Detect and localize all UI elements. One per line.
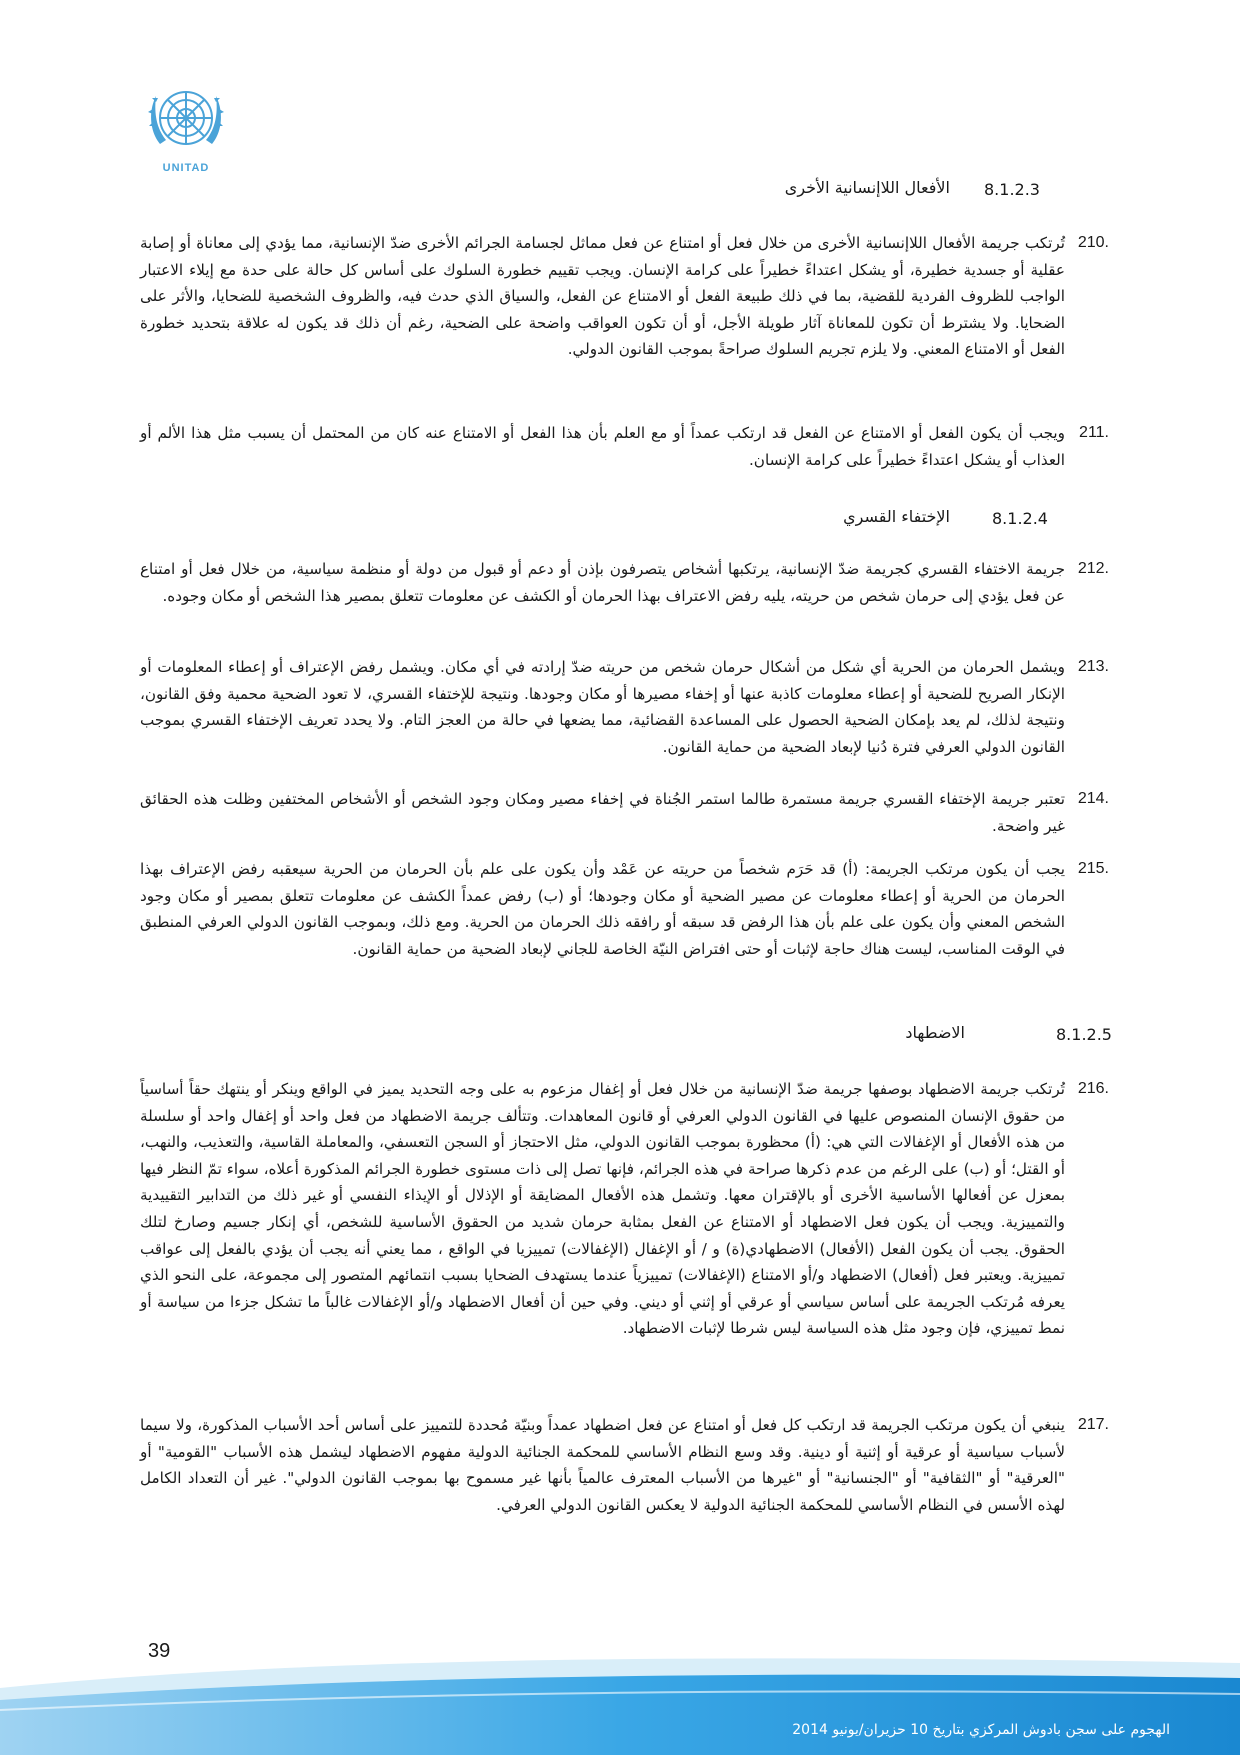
paragraph-212 [140, 556, 1109, 609]
un-emblem-icon [140, 72, 232, 164]
paragraph-214 [140, 786, 1109, 839]
paragraph-213 [140, 654, 1109, 760]
section-title: الإختفاء القسري [843, 507, 950, 526]
paragraph-number: 214. [1077, 790, 1109, 807]
section-number: 8.1.2.5 [1056, 1025, 1112, 1044]
footer-title: الهجوم على سجن بادوش المركزي بتاريخ 10 حزيران/يونيو 2014 [792, 1722, 1170, 1738]
paragraph-216 [140, 1076, 1109, 1342]
paragraph-text: يجب أن يكون مرتكب الجريمة: (أ) قد حَرَم شخصاً من حريته عن عَمْد وأن يكون على علم بأن الحرمان من الحرية سيعقبه رفض الإعتراف بهذا الحرمان من الحرية أو إعطاء معلومات عن مصير الضحية أو مكان وجودها؛ أو (ب) رفض عمداً الكشف عن معلومات تتعلق بمصير أو مكان وجود الشخص المعني وأن يكون على علم بأن هذا الرفض قد سبقه أو رافقه ذلك الحرمان من الحرية. ومع ذلك، وبموجب القانون الدولي العرفي المنطبق في الوقت المناسب، ليست هناك حاجة لإثبات أو حتى افتراض النيّة الخاصة للجاني لإبعاد الضحية من حماية القانون. [140, 860, 1065, 958]
paragraph-211 [140, 420, 1109, 473]
section-number: 8.1.2.4 [992, 509, 1048, 528]
paragraph-217 [140, 1412, 1109, 1518]
paragraph-text: تُرتكب جريمة الأفعال اللاإنسانية الأخرى من خلال فعل أو امتناع عن فعل مماثل لجسامة الجرائم الأخرى ضدّ الإنسانية، مما يؤدي إلى معاناة أو إصابة عقلية أو جسدية خطيرة، أو يشكل اعتداءً خطيراً على كرامة الإنسان. ويجب تقييم خطورة السلوك على أساس كل حالة على حدة مع إيلاء الاعتبار الواجب للظروف الفردية للقضية، بما في ذلك طبيعة الفعل أو الامتناع عن الفعل، والسياق الذي حدث فيه، والظروف الشخصية للضحايا، والأثر على الضحايا. ولا يشترط أن تكون للمعاناة آثار طويلة الأجل، أو أن تكون العواقب واضحة على الضحية، رغم أن ذلك قد يكون له علاقة بتحديد خطورة الفعل أو الامتناع المعني. ولا يلزم تجريم السلوك صراحةً بموجب القانون الدولي. [140, 234, 1065, 359]
paragraph-215 [140, 856, 1109, 962]
unitad-logo-text: UNITAD [162, 162, 210, 174]
paragraph-number: 213. [1077, 658, 1109, 675]
paragraph-text: ويشمل الحرمان من الحرية أي شكل من أشكال حرمان شخص من حريته ضدّ إرادته في أي مكان. ويشمل رفض الإعتراف أو إعطاء المعلومات أو الإنكار الصريح للضحية أو إعطاء معلومات كاذبة عنها أو إخفاء مصيرها أو مكان وجودها. ونتيجة للإختفاء القسري، لا تعود الضحية محمية وفق القانون، ونتيجة لذلك، لم يعد بإمكان الضحية الحصول على المساعدة القضائية، مما يضعها في حالة من العجز التام. ولا يحدد تعريف الإختفاء القسري بموجب القانون الدولي العرفي فترة دُنيا لإبعاد الضحية من حماية القانون. [140, 658, 1065, 756]
paragraph-210 [140, 230, 1109, 363]
section-title: الاضطهاد [905, 1023, 965, 1042]
section-number: 8.1.2.3 [984, 180, 1040, 199]
paragraph-number: 216. [1077, 1080, 1109, 1097]
paragraph-number: 212. [1077, 560, 1109, 577]
paragraph-number: 210. [1077, 234, 1109, 251]
paragraph-number: 211. [1079, 424, 1109, 441]
paragraph-number: 217. [1077, 1416, 1109, 1433]
paragraph-text: جريمة الاختفاء القسري كجريمة ضدّ الإنسانية، يرتكبها أشخاص يتصرفون بإذن أو دعم أو قبول من دولة أو منظمة سياسية، من خلال فعل أو امتناع عن فعل يؤدي إلى حرمان شخص من حريته، يليه رفض الاعتراف بهذا الحرمان أو الكشف عن معلومات تتعلق بمصير هذا الشخص أو مكان وجوده. [140, 560, 1065, 605]
section-title: الأفعال اللاإنسانية الأخرى [784, 178, 950, 197]
page-number: 39 [148, 1640, 171, 1662]
paragraph-number: 215. [1077, 860, 1109, 877]
paragraph-text: ويجب أن يكون الفعل أو الامتناع عن الفعل قد ارتكب عمداً أو مع العلم بأن هذا الفعل أو الامتناع عنه كان من المحتمل أن يسبب مثل هذا الألم أو العذاب أو يشكل اعتداءً خطيراً على كرامة الإنسان. [140, 424, 1065, 469]
paragraph-text: تُرتكب جريمة الاضطهاد بوصفها جريمة ضدّ الإنسانية من خلال فعل أو إغفال مزعوم به على وجه التحديد يميز في الواقع وينكر أو ينتهك حقاً أساسياً من حقوق الإنسان المنصوص عليها في القانون الدولي العرفي أو قانون المعاهدات. وتتألف جريمة الاضطهاد من فعل واحد أو إغفال واحد أو سلسلة من هذه الأفعال أو الإغفالات التي هي: (أ) محظورة بموجب القانون الدولي، مثل الاحتجاز أو السجن التعسفي، والمعاملة القاسية، والتعذيب، والنهب، أو القتل؛ أو (ب) على الرغم من عدم ذكرها صراحة في هذه الجرائم، فإنها تصل إلى ذات مستوى خطورة الجرائم المذكورة أعلاه، سواء تمّ النظر فيها بمعزل عن أفعالها الأساسية الأخرى أو بالإقتران معها. وتشمل هذه الأفعال المضايقة أو الإذلال أو الإيذاء النفسي أو غير ذلك من التدابير التقييدية والتمييزية. ويجب أن يكون فعل الاضطهاد أو الامتناع عن الفعل بمثابة حرمان شديد من الحقوق الأساسية للشخص، أي إنكار جسيم وصارخ لتلك الحقوق. يجب أن يكون الفعل (الأفعال) الاضطهادي(ة) و / أو الإغفال (الإغفالات) تمييزيا في الواقع ، مما يعني أنه يجب أن يؤدي بالفعل إلى عواقب تمييزية. ويعتبر فعل (أفعال) الاضطهاد و/أو الامتناع (الإغفالات) تمييزياً عندما يستهدف الضحايا بسبب انتمائهم المتصور إلى مجموعة، على النحو الذي يعرفه مُرتكب الجريمة على أساس سياسي أو عرقي أو إثني أو ديني. وفي حين أن أفعال الاضطهاد و/أو الإغفالات غالباً ما تشكل جزءا من سياسة أو نمط تمييزي، فإن وجود مثل هذه السياسة ليس شرطا لإثبات الاضطهاد. [140, 1080, 1065, 1338]
footer-wave-banner [0, 1648, 1240, 1755]
paragraph-text: تعتبر جريمة الإختفاء القسري جريمة مستمرة طالما استمر الجُناة في إخفاء مصير ومكان وجود الشخص أو الأشخاص المختفين وظلت هذه الحقائق غير واضحة. [140, 790, 1065, 835]
paragraph-text: ينبغي أن يكون مرتكب الجريمة قد ارتكب كل فعل أو امتناع عن فعل اضطهاد عمداً وبنيّة مُحددة للتمييز على أساس أحد الأسباب المذكورة، ولا سيما لأسباب سياسية أو عرقية أو إثنية أو دينية. وقد وسع النظام الأساسي للمحكمة الجنائية الدولية مفهوم الاضطهاد ليشمل هذه الأسباب "القومية" أو "العرقية" أو "الثقافية" أو "الجنسانية" أو "غيرها من الأسباب المعترف عالمياً بأنها غير مسموح بها بموجب القانون الدولي". غير أن التعداد الكامل لهذه الأسس في النظام الأساسي للمحكمة الجنائية الدولية لا يعكس القانون الدولي العرفي. [140, 1416, 1065, 1514]
